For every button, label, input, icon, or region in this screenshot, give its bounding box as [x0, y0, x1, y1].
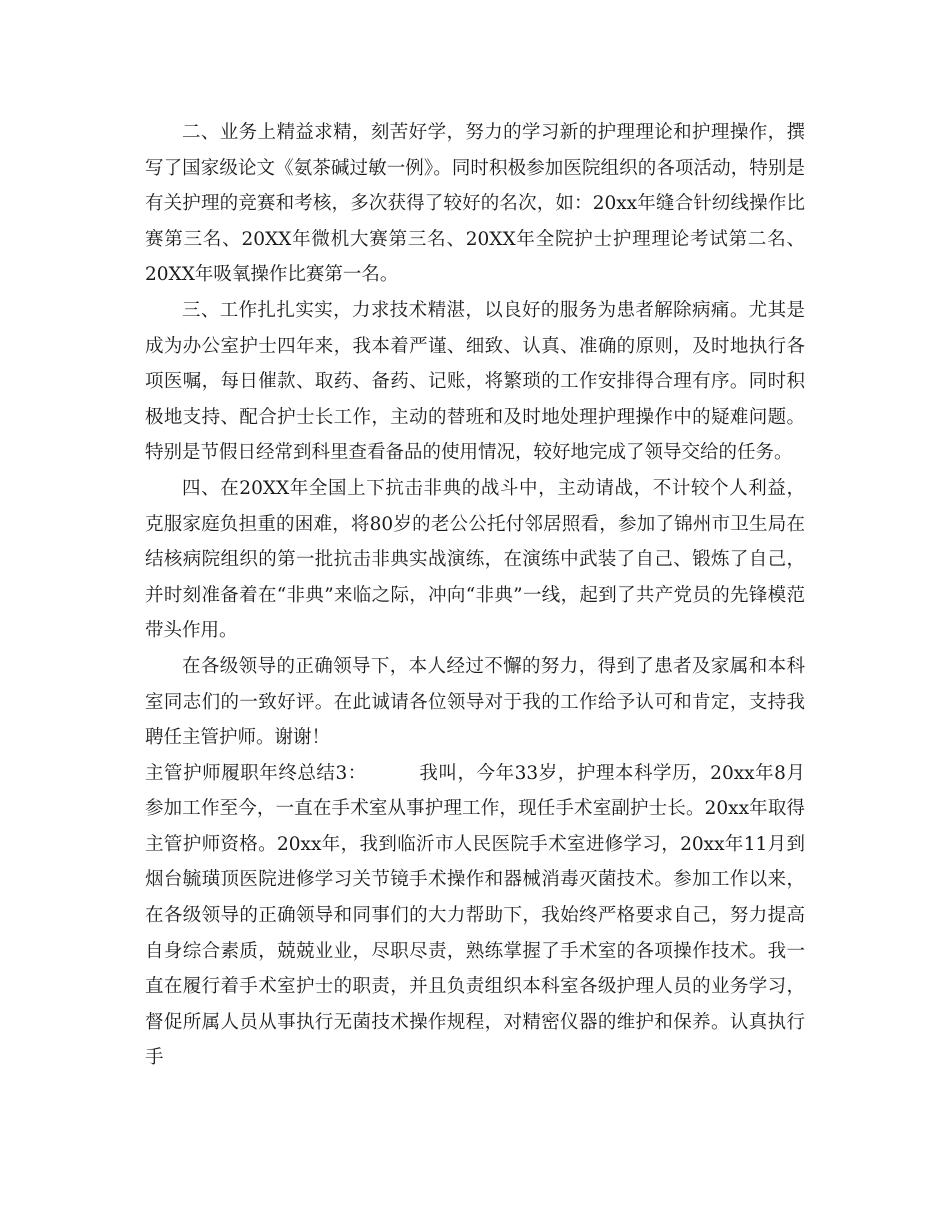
section-3 [145, 756, 805, 1076]
paragraph-sars-fight: 四、在20XX年全国上下抗击非典的战斗中，主动请战，不计较个人利益，克服家庭负担重的困难，将80岁的老公公托付邻居照看，参加了锦州市卫生局在结核病院组织的第一批抗击非典实战演练，在演练中武装了自己、锻炼了自己，并时刻准备着在“非典”来临之际，冲向“非典”一线，起到了共产党员的先锋模范带头作用。 [145, 477, 805, 642]
document-body [145, 115, 805, 1076]
paragraph-business-study: 二、业务上精益求精，刻苦好学，努力的学习新的护理理论和护理操作，撰写了国家级论文《氨茶碱过敏一例》。同时积极参加医院组织的各项活动，特别是有关护理的竞赛和考核，多次获得了较好的名次，如：20xx年缝合针纫线操作比赛第三名、20XX年微机大赛第三名、20XX年全院护士护理理论考试第二名、20XX年吸氧操作比赛第一名。 [145, 122, 805, 286]
paragraph-work-practice: 三、工作扎扎实实，力求技术精湛，以良好的服务为患者解除病痛。尤其是成为办公室护士四年来，我本着严谨、细致、认真、准确的原则，及时地执行各项医嘱，每日催款、取药、备药、记账，将繁琐的工作安排得合理有序。同时积极地支持、配合护士长工作，主动的替班和及时地处理护理操作中的疑难问题。特别是节假日经常到科里查看备品的使用情况，较好地完成了领导交给的任务。 [145, 299, 805, 464]
paragraph-closing: 在各级领导的正确领导下，本人经过不懈的努力，得到了患者及家属和本科室同志们的一致好评。在此诚请各位领导对于我的工作给予认可和肯定，支持我聘任主管护师。谢谢！ [145, 655, 805, 749]
section-3-label: 主管护师履职年终总结3： [145, 762, 367, 784]
section-3-text: 我叫，今年33岁，护理本科学历，20xx年8月参加工作至今，一直在手术室从事护理工作，现任手术室副护士长。20xx年取得主管护师资格。20xx年，我到临沂市人民医院手术室进修学习，20xx年11月到烟台毓璜顶医院进修学习关节镜手术操作和器械消毒灭菌技术。参加工作以来，在各级领导的正确领导和同事们的大力帮助下，我始终严格要求自己，努力提高自身综合素质，兢兢业业，尽职尽责，熟练掌握了手术室的各项操作技术。我一直在履行着手术室护士的职责，并且负责组织本科室各级护理人员的业务学习，督促所属人员从事执行无菌技术操作规程，对精密仪器的维护和保养。认真执行手 [145, 762, 805, 1069]
